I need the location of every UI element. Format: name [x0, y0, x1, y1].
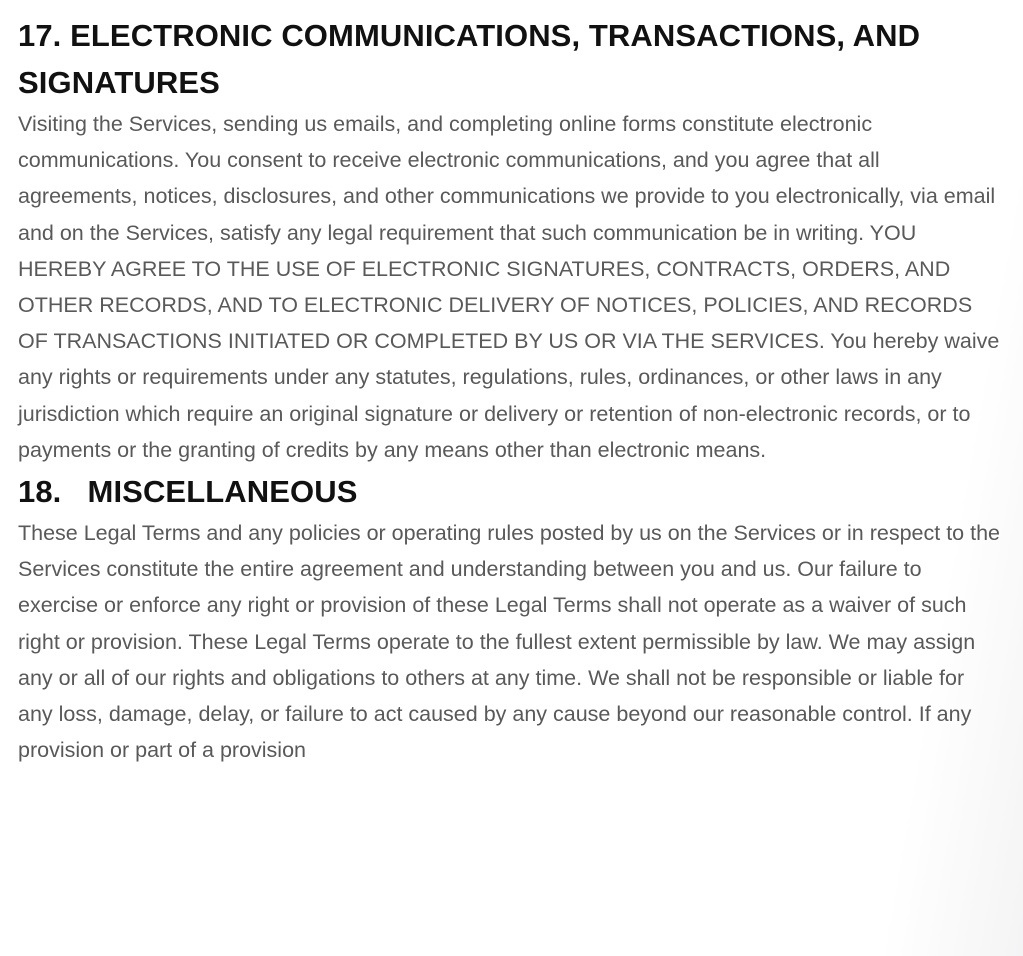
legal-terms-content: [18, 12, 1003, 768]
section-18-heading: 18. MISCELLANEOUS: [18, 474, 358, 510]
section-17-body: Visiting the Services, sending us emails, and completing online forms constitute electronic communications. You consent to receive electronic communications, and you agree that all agreements, notices, disclosures, and other communications we provide to you electronically, via email and on the Services, satisfy any legal requirement that such communication be in writing. YOU HEREBY AGREE TO THE USE OF ELECTRONIC SIGNATURES, CONTRACTS, ORDERS, AND OTHER RECORDS, AND TO ELECTRONIC DELIVERY OF NOTICES, POLICIES, AND RECORDS OF TRANSACTIONS INITIATED OR COMPLETED BY US OR VIA THE SERVICES. You hereby waive any rights or requirements under any statutes, regulations, rules, ordinances, or other laws in any jurisdiction which require an original signature or delivery or retention of non-electronic records, or to payments or the granting of credits by any means other than electronic means.: [18, 112, 1000, 462]
section-17-heading: 17. ELECTRONIC COMMUNICATIONS, TRANSACTIONS, AND SIGNATURES: [18, 18, 921, 100]
section-18-body: These Legal Terms and any policies or operating rules posted by us on the Services or in respect to the Services constitute the entire agreement and understanding between you and us. Our failure to exercise or enforce any right or provision of these Legal Terms shall not operate as a waiver of such right or provision. These Legal Terms operate to the fullest extent permissible by law. We may assign any or all of our rights and obligations to others at any time. We shall not be responsible or liable for any loss, damage, delay, or failure to act caused by any cause beyond our reasonable control. If any provision or part of a provision: [18, 521, 1000, 763]
